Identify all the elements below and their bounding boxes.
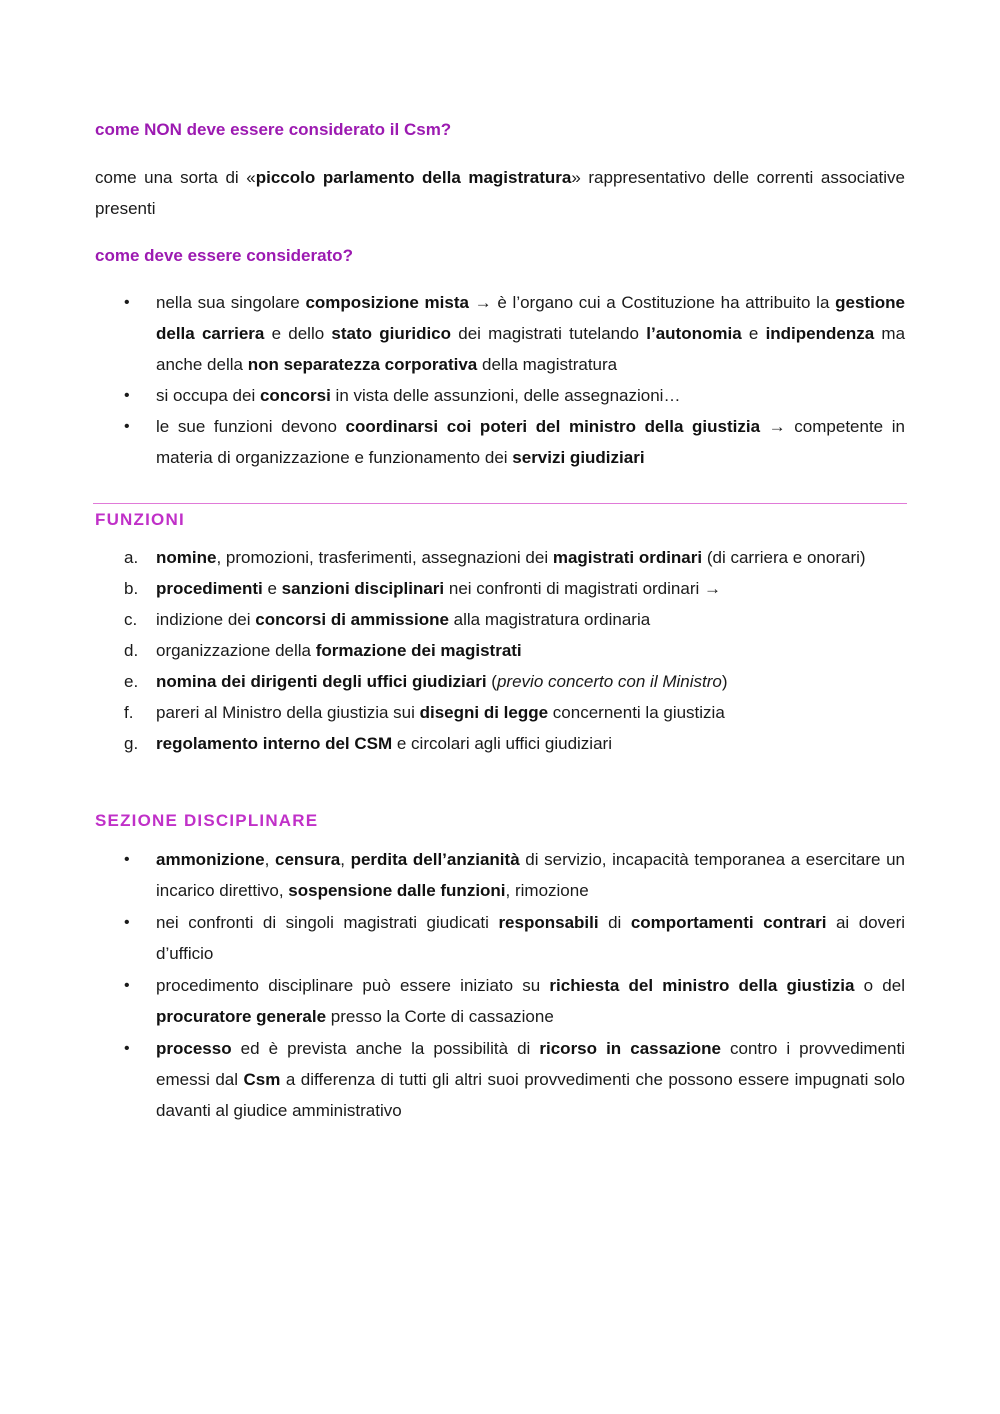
list-item: b. procedimenti e sanzioni disciplinari nei confronti di magistrati ordinari →	[124, 579, 721, 598]
section-heading-sezione-disciplinare: SEZIONE DISCIPLINARE	[95, 811, 319, 830]
list-item: g. regolamento interno del CSM e circolari agli uffici giudiziari	[124, 734, 612, 753]
list-item: • processo ed è prevista anche la possibilità di ricorso in cassazione contro i provvedimenti emessi dal Csm a differenza di tutti gli altri suoi provvedimenti che possono essere impugnati solo davanti al giudice amministrativo	[0, 1033, 905, 1126]
ordered-list-funzioni	[0, 542, 905, 759]
bullet-list-sezione	[0, 844, 905, 1127]
bullet-list-considered	[0, 287, 905, 473]
list-item: • si occupa dei concorsi in vista delle assunzioni, delle assegnazioni…	[0, 380, 905, 411]
list-item: c. indizione dei concorsi di ammissione alla magistratura ordinaria	[124, 610, 651, 629]
list-item: • ammonizione, censura, perdita dell’anzianità di servizio, incapacità temporanea a esercitare un incarico direttivo, sospensione dalle funzioni, rimozione	[0, 844, 905, 906]
list-item: f. pareri al Ministro della giustizia sui disegni di legge concernenti la giustizia	[124, 703, 725, 722]
section-divider	[93, 503, 907, 504]
question-heading-should: come deve essere considerato?	[95, 246, 353, 265]
list-item: e. nomina dei dirigenti degli uffici giudiziari (previo concerto con il Ministro)	[124, 672, 728, 691]
list-item: a. nomine, promozioni, trasferimenti, assegnazioni dei magistrati ordinari (di carriera e onorari)	[124, 548, 866, 567]
question-heading-not: come NON deve essere considerato il Csm?	[95, 120, 452, 139]
list-item: • nei confronti di singoli magistrati giudicati responsabili di comportamenti contrari ai doveri d’ufficio	[0, 907, 905, 969]
text: » rappresentativo delle correnti associative presenti	[95, 168, 905, 218]
list-item: • nella sua singolare composizione mista → è l’organo cui a Costituzione ha attribuito la gestione della carriera e dello stato giuridico dei magistrati tutelando l’autonomia e indipendenza ma anche della non separatezza corporativa della magistratura	[0, 287, 905, 380]
list-item: • le sue funzioni devono coordinarsi coi poteri del ministro della giustizia → competente in materia di organizzazione e funzionamento dei servizi giudiziari	[0, 411, 905, 473]
list-item: d. organizzazione della formazione dei magistrati	[124, 641, 522, 660]
paragraph-not	[95, 162, 905, 224]
list-item: • procedimento disciplinare può essere iniziato su richiesta del ministro della giustizia o del procuratore generale presso la Corte di cassazione	[0, 970, 905, 1032]
bold-text: piccolo parlamento della magistratura	[255, 168, 572, 187]
section-heading-funzioni: FUNZIONI	[95, 510, 185, 529]
text: come una sorta di «	[95, 168, 256, 187]
